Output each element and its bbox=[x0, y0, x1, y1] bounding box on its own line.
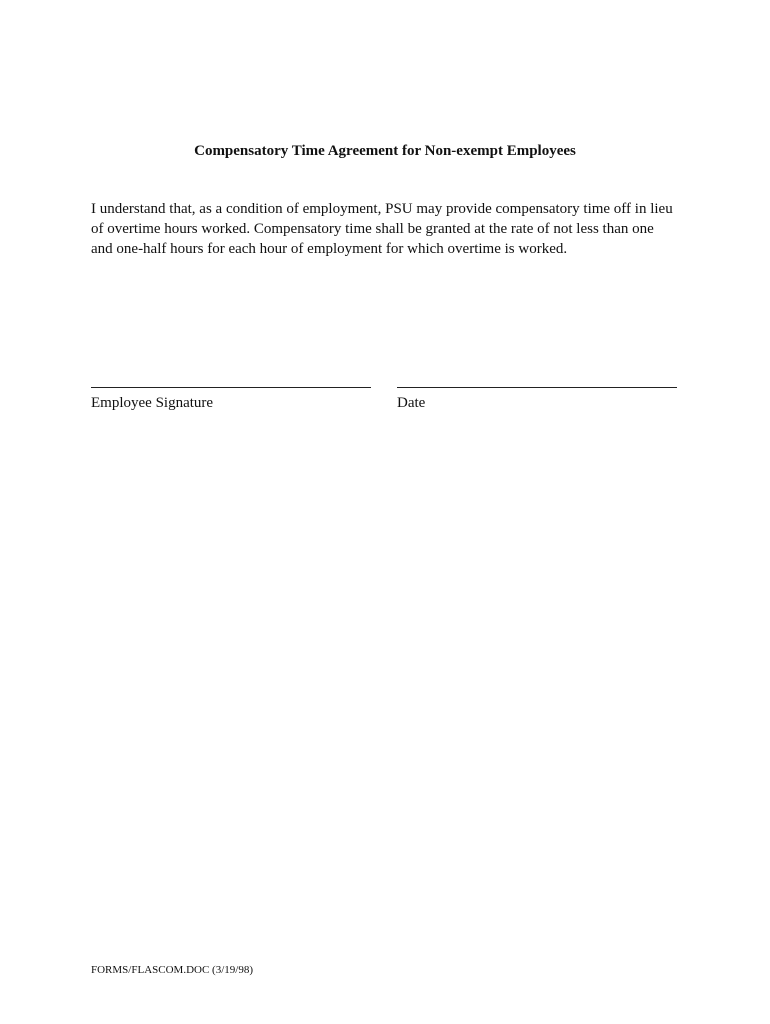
agreement-line-1: I understand that, as a condition of employment, PSU may provide compensatory time off in lieu bbox=[91, 201, 673, 217]
agreement-line-2: of overtime hours worked. Compensatory time shall be granted at the rate of not less than one bbox=[91, 221, 654, 237]
document-footer: FORMS/FLASCOM.DOC (3/19/98) bbox=[91, 964, 253, 976]
employee-signature-line[interactable] bbox=[91, 387, 371, 388]
date-line[interactable] bbox=[397, 387, 677, 388]
agreement-paragraph bbox=[91, 199, 691, 259]
employee-signature-label: Employee Signature bbox=[91, 395, 214, 411]
date-label: Date bbox=[397, 395, 426, 411]
agreement-line-3: and one-half hours for each hour of employment for which overtime is worked. bbox=[91, 241, 568, 257]
document-title: Compensatory Time Agreement for Non-exempt Employees bbox=[194, 143, 576, 159]
